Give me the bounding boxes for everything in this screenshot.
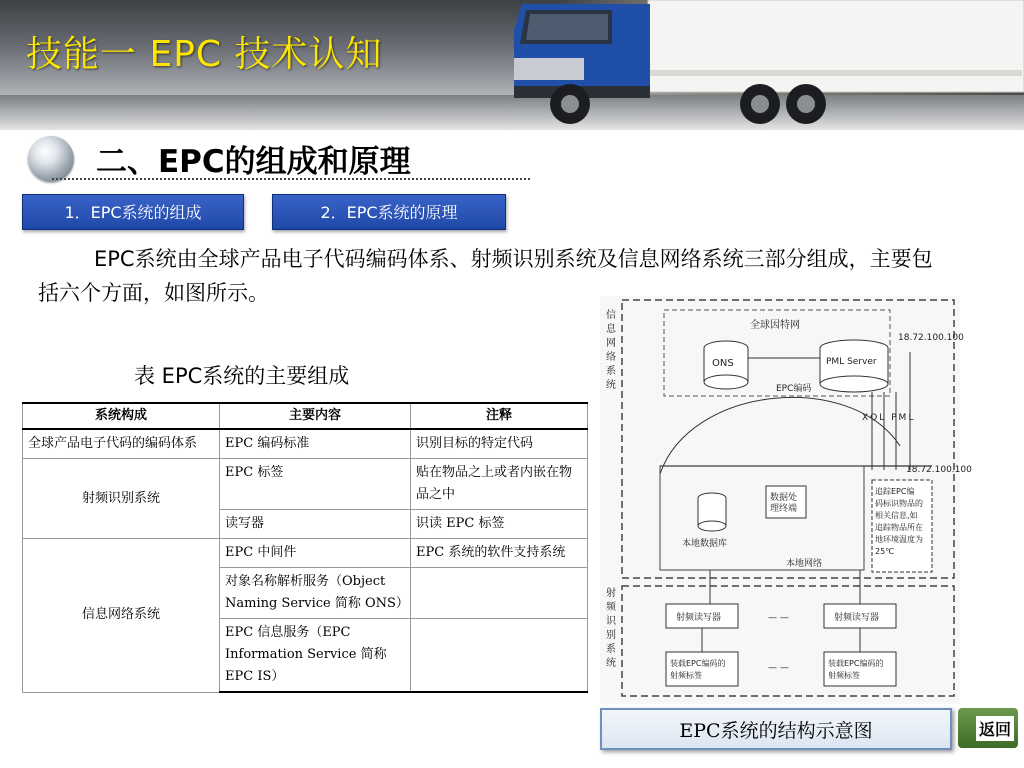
section-title: 二、EPC的组成和原理	[96, 144, 411, 180]
label-xql-pml: XQL PML	[862, 413, 916, 423]
label-rfid-system: 射频识别系统	[606, 588, 616, 669]
label-ons: ONS	[712, 358, 734, 369]
tab-epc-composition[interactable]: 1．EPC系统的组成	[22, 194, 244, 230]
label-tag-right: 装载EPC编码的射频标签	[828, 659, 884, 680]
label-data-terminal: 数据处理终端	[770, 493, 798, 514]
label-ip-top: 18.72.100.100	[898, 333, 964, 343]
tag-box-right	[824, 652, 896, 686]
table-cell-content: EPC 编码标准	[220, 429, 411, 459]
diagram-caption: EPC系统的结构示意图	[600, 708, 952, 750]
label-epc-code: EPC编码	[776, 384, 812, 394]
label-trace-note: 追踪EPC编码标识物品的相关信息,如追踪物品所在地环境温度为 25℃	[875, 487, 923, 556]
page-title: 技能一 EPC 技术认知	[26, 34, 383, 75]
label-pml-server: PML Server	[826, 357, 877, 367]
table-caption: 表 EPC系统的主要组成	[134, 364, 350, 388]
label-reader-right: 射频读写器	[834, 613, 880, 623]
table-cell-system: 全球产品电子代码的编码体系	[23, 429, 220, 459]
column-header-content: 主要内容	[220, 403, 411, 429]
table-cell-note: 识读 EPC 标签	[411, 510, 588, 539]
label-ip-mid: 18.72.100.100	[906, 465, 972, 475]
truck-illustration	[500, 0, 1024, 128]
label-local-network: 本地网络	[786, 559, 823, 569]
table-cell-note: 识别目标的特定代码	[411, 429, 588, 459]
label-reader-left: 射频读写器	[676, 613, 722, 623]
table-cell-note: 贴在物品之上或者内嵌在物品之中	[411, 459, 588, 510]
table-row	[23, 539, 588, 568]
table-header-row	[23, 403, 588, 429]
back-button-label: 返回	[976, 716, 1014, 741]
table-cell-content: EPC 标签	[220, 459, 411, 510]
pml-server-icon	[820, 340, 888, 392]
tab-epc-principle[interactable]: 2．EPC系统的原理	[272, 194, 506, 230]
tag-box-left	[666, 652, 738, 686]
table-cell-content: 对象名称解析服务（Object Naming Service 简称 ONS）	[220, 568, 411, 619]
label-tag-left: 装载EPC编码的射频标签	[670, 659, 726, 680]
section-divider	[52, 178, 530, 180]
table-cell-content: 读写器	[220, 510, 411, 539]
label-ellipsis-readers: — —	[768, 613, 789, 623]
label-info-network-system: 信息网络系统	[606, 310, 616, 391]
table-cell-content: EPC 中间件	[220, 539, 411, 568]
header-banner	[0, 0, 1024, 130]
epc-components-table	[22, 402, 588, 693]
label-local-database: 本地数据库	[682, 539, 728, 549]
back-button[interactable]	[958, 708, 1018, 748]
table-cell-note: EPC 系统的软件支持系统	[411, 539, 588, 568]
table-cell-system: 射频识别系统	[23, 459, 220, 539]
label-global-internet: 全球因特网	[750, 320, 800, 331]
table-cell-content: EPC 信息服务（EPC Information Service 简称 EPC IS）	[220, 619, 411, 693]
table-row	[23, 459, 588, 510]
table-cell-system: 信息网络系统	[23, 539, 220, 693]
epc-architecture-diagram	[600, 296, 972, 704]
local-database-icon	[698, 493, 726, 531]
table-cell-note	[411, 619, 588, 693]
table-row	[23, 429, 588, 459]
ons-database-icon	[704, 341, 748, 389]
label-ellipsis-tags: — —	[768, 663, 789, 673]
column-header-note: 注释	[411, 403, 588, 429]
intro-text: EPC系统由全球产品电子代码编码体系、射频识别系统及信息网络系统三部分组成，主要包括六个方面，如图所示。	[38, 247, 933, 305]
section-bullet-icon	[28, 136, 74, 182]
column-header-system: 系统构成	[23, 403, 220, 429]
table-cell-note	[411, 568, 588, 619]
